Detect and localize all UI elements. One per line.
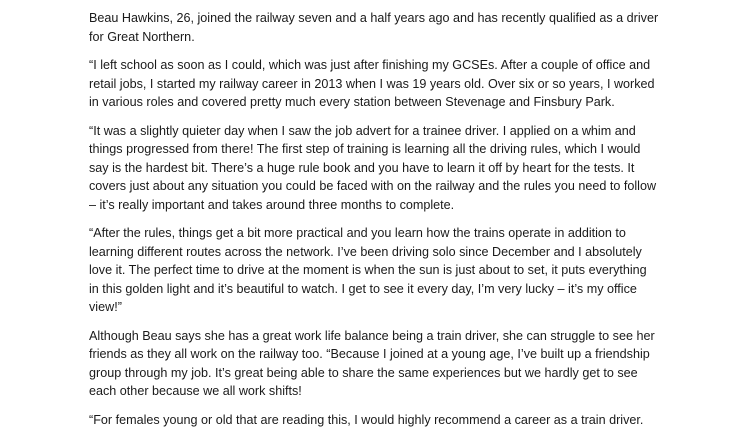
paragraph-quote-training: “It was a slightly quieter day when I saw the job advert for a trainee driver. I applied on a whim and things progressed from there! The first step of training is learning all the driving rules, which I would say is the hardest bit. There’s a huge rule book and you have to learn it off by heart for the tests. It covers just about any situation you could be faced with on the railway and the rules you need to follow – it’s really important and takes around three months to complete. [89,123,657,212]
paragraph-recommendation: “For females young or old that are reading this, I would highly recommend a career as a train driver. [89,412,644,427]
paragraph-quote-driving: “After the rules, things get a bit more practical and you learn how the trains operate in addition to learning different routes across the network. I’ve been driving solo since December and I absolutely love it. The perfect time to drive at the moment is when the sun is just about to set, it puts everything in this golden light and it’s beautiful to watch. I get to see it every day, I’m very lucky – it’s my office view!” [89,226,647,314]
paragraph-work-life-balance: Although Beau says she has a great work life balance being a train driver, she can struggle to see her friends as they all work on the railway too. “Because I joined at a young age, I’ve built up a friendship group through my job. It’s great being able to share the same experiences but we hardly get to see each other because we all work shifts! [89,328,655,398]
paragraph-quote-school: “I left school as soon as I could, which was just after finishing my GCSEs. After a couple of office and retail jobs, I started my railway career in 2013 when I was 19 years old. Over six or so years, I worked in various roles and covered pretty much every station between Stevenage and Finsbury Park. [89,58,655,109]
article-body [89,9,659,439]
paragraph-intro: Beau Hawkins, 26, joined the railway seven and a half years ago and has recently qualified as a driver for Great Northern. [89,11,659,44]
